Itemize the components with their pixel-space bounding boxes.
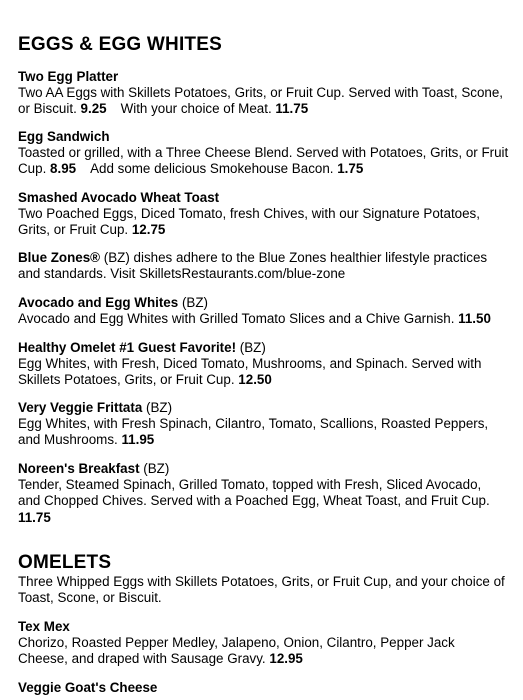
menu-item-veggie-goats-cheese	[18, 680, 513, 696]
item-description-line: (BZ) dishes adhere to the Blue Zones healthier lifestyle practices	[100, 250, 488, 265]
item-extra-text: Add some delicious Smokehouse Bacon.	[90, 161, 334, 177]
menu-item-smashed-avocado-toast	[18, 190, 513, 239]
item-price: 11.50	[458, 311, 491, 327]
item-tag: (BZ)	[236, 340, 266, 355]
item-description-line: Toasted or grilled, with a Three Cheese Blend. Served with Potatoes, Grits, or Fruit	[18, 145, 509, 161]
item-description-line: Skillets Potatoes, Grits, or Fruit Cup.	[18, 372, 235, 388]
item-price: 11.95	[121, 432, 155, 448]
item-name: Very Veggie Frittata	[18, 400, 143, 415]
item-price: 9.25	[80, 101, 107, 117]
item-description-line: or Biscuit.	[18, 101, 77, 117]
blue-zones-note	[18, 250, 513, 282]
menu-item-two-egg-platter	[18, 69, 513, 118]
blue-zones-label: Blue Zones®	[18, 250, 101, 265]
item-description-line: Grits, or Fruit Cup.	[18, 222, 129, 238]
menu-item-tex-mex	[18, 619, 513, 668]
item-description-line: Tender, Steamed Spinach, Grilled Tomato, topped with Fresh, Sliced Avocado,	[18, 477, 482, 493]
item-name: Tex Mex	[18, 619, 70, 634]
section-intro-line: Three Whipped Eggs with Skillets Potatoes, Grits, or Fruit Cup, and your choice of	[18, 574, 505, 589]
omelets-intro	[18, 574, 513, 606]
menu-item-egg-sandwich	[18, 129, 513, 178]
item-name: Two Egg Platter	[18, 69, 119, 84]
item-description-line: Chorizo, Roasted Pepper Medley, Jalapeno, Onion, Cilantro, Pepper Jack	[18, 635, 455, 651]
item-description-line: Egg Whites, with Fresh Spinach, Cilantro, Tomato, Scallions, Roasted Peppers,	[18, 416, 489, 432]
item-name: Smashed Avocado Wheat Toast	[18, 190, 220, 205]
item-price: 12.95	[269, 651, 303, 667]
section-title-eggs: EGGS & EGG WHITES	[18, 34, 222, 55]
item-description-line: and Mushrooms.	[18, 432, 118, 448]
item-description-line: and Chopped Chives. Served with a Poached Egg, Wheat Toast, and Fruit Cup.	[18, 493, 490, 509]
menu-item-veggie-frittata	[18, 400, 513, 449]
item-price: 11.75	[18, 509, 51, 525]
item-tag: (BZ)	[142, 400, 173, 415]
item-price: 12.50	[238, 372, 272, 388]
item-name: Egg Sandwich	[18, 129, 110, 144]
item-description-line: Two AA Eggs with Skillets Potatoes, Grits, or Fruit Cup. Served with Toast, Scone,	[18, 85, 504, 101]
item-tag: (BZ)	[139, 461, 170, 476]
item-extra-price: 11.75	[275, 101, 309, 117]
item-description-line: Avocado and Egg Whites with Grilled Tomato Slices and a Chive Garnish.	[18, 311, 455, 327]
item-price: 12.75	[131, 222, 166, 238]
item-description-line: Cheese, and draped with Sausage Gravy.	[18, 651, 266, 667]
item-extra-price: 1.75	[337, 161, 364, 177]
item-description-line: Cup.	[18, 161, 47, 177]
item-name: Noreen's Breakfast	[18, 461, 140, 476]
menu-item-noreens-breakfast	[18, 461, 513, 526]
item-description-line: Two Poached Eggs, Diced Tomato, fresh Chives, with our Signature Potatoes,	[18, 206, 480, 222]
item-name: Veggie Goat's Cheese	[18, 680, 158, 695]
menu-item-healthy-omelet	[18, 340, 513, 389]
item-description-line: Egg Whites, with Fresh, Diced Tomato, Mushrooms, and Spinach. Served with	[18, 356, 482, 372]
item-price: 8.95	[50, 161, 77, 177]
item-extra-text: With your choice of Meat.	[120, 101, 272, 117]
menu-item-avocado-egg-whites	[18, 295, 513, 327]
item-tag: (BZ)	[178, 295, 208, 310]
item-name: Avocado and Egg Whites	[18, 295, 179, 310]
section-title-omelets: OMELETS	[18, 552, 112, 573]
item-description-line: and standards. Visit SkilletsRestaurants.com/blue-zone	[18, 266, 346, 282]
section-intro-line: Toast, Scone, or Biscuit.	[18, 590, 162, 606]
item-name: Healthy Omelet #1 Guest Favorite!	[18, 340, 237, 355]
